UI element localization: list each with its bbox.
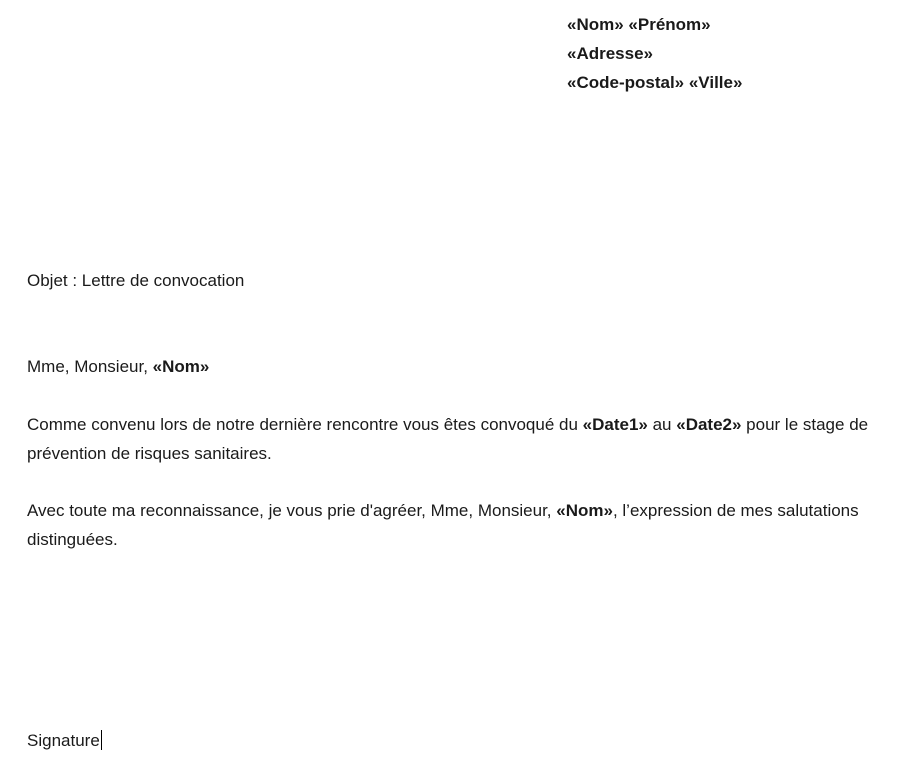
greeting-line: [27, 352, 209, 381]
recipient-city-line: «Code-postal» «Ville»: [567, 73, 743, 92]
recipient-name-line: «Nom» «Prénom»: [567, 15, 711, 34]
signature-text: Signature: [27, 731, 100, 750]
greeting-name-field: «Nom»: [152, 357, 210, 376]
paragraph1-text-1: Comme convenu lors de notre dernière rencontre vous êtes convoqué du: [27, 415, 583, 434]
date2-field: «Date2»: [676, 415, 742, 434]
text-cursor: [101, 730, 102, 750]
recipient-address-block: [567, 10, 742, 97]
paragraph-convocation: [27, 410, 877, 468]
paragraph-closing: [27, 496, 877, 554]
closing-name-field: «Nom»: [556, 501, 613, 520]
paragraph2-text-1: Avec toute ma reconnaissance, je vous prie d'agréer, Mme, Monsieur,: [27, 501, 557, 520]
subject-line: Objet : Lettre de convocation: [27, 271, 245, 290]
date1-field: «Date1»: [582, 415, 648, 434]
recipient-address-line: «Adresse»: [567, 44, 654, 63]
signature-line[interactable]: [27, 726, 102, 755]
paragraph2-text-2: , l’expression de mes salutations distinguées.: [27, 501, 859, 549]
paragraph1-text-2: au: [647, 415, 677, 434]
paragraph1-text-3: pour le stage de prévention de risques sanitaires.: [27, 415, 869, 463]
greeting-text: Mme, Monsieur,: [27, 357, 153, 376]
